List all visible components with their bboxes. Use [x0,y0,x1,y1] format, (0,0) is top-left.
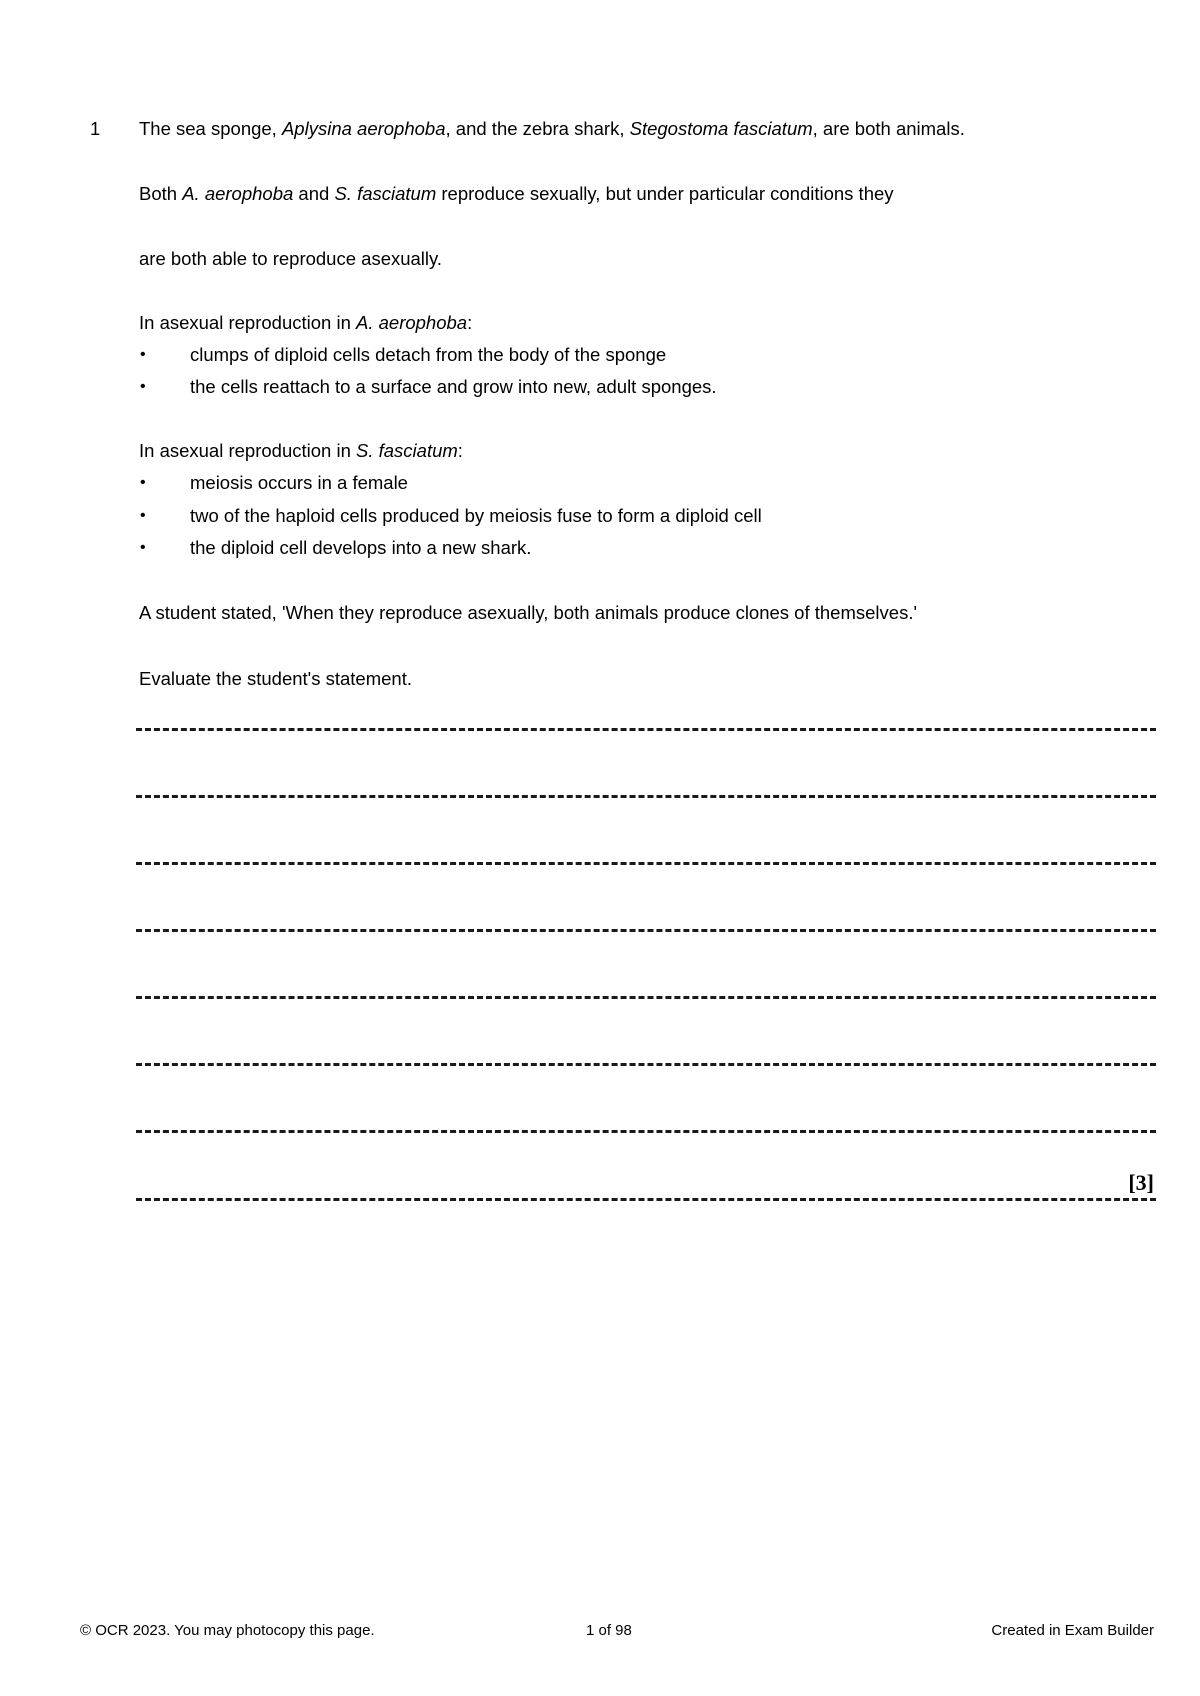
sponge-species-name: Aplysina aerophoba [281,118,446,139]
answer-line-3[interactable] [136,862,1156,865]
footer-created-by: Created in Exam Builder [991,1622,1154,1639]
question-paragraph-2 [139,183,894,205]
sponge-bullet-2: the cells reattach to a surface and grow into new, adult sponges. [190,376,717,397]
shark-bullet-marker-3: • [140,539,146,556]
intro-text-3: , are both animals. [812,118,965,139]
answer-line-1[interactable] [136,728,1156,731]
shark-bullet-2: two of the haploid cells produced by meiosis fuse to form a diploid cell [190,505,762,526]
shark-bullet-1: meiosis occurs in a female [190,472,408,493]
answer-line-7[interactable] [136,1130,1156,1133]
answer-line-2[interactable] [136,795,1156,798]
question-instruction: Evaluate the student's statement. [139,668,412,689]
shark-heading [139,440,463,462]
sponge-heading [139,312,472,334]
answer-line-8[interactable] [136,1198,1156,1201]
answer-line-4[interactable] [136,929,1156,932]
sponge-heading-species: A. aerophoba [356,312,468,333]
footer-copyright: © OCR 2023. You may photocopy this page. [80,1622,375,1639]
para2-shark-name: S. fasciatum [334,183,437,204]
sponge-bullet-marker-2: • [140,378,146,395]
question-paragraph-2-continued: are both able to reproduce asexually. [139,248,443,269]
para2-sponge-name: A. aerophoba [182,183,294,204]
shark-bullet-3: the diploid cell develops into a new shark. [190,537,532,558]
para2-text-3: reproduce sexually, but under particular conditions they [436,183,894,204]
student-statement: A student stated, 'When they reproduce asexually, both animals produce clones of themselves.' [139,602,917,623]
question-intro [139,118,965,140]
sponge-bullet-1: clumps of diploid cells detach from the body of the sponge [190,344,667,365]
answer-line-5[interactable] [136,996,1156,999]
para2-text-1: Both [139,183,183,204]
shark-heading-species: S. fasciatum [356,440,458,461]
sponge-heading-colon: : [467,312,473,333]
footer-page-number: 1 of 98 [586,1622,632,1639]
question-number: 1 [90,118,101,139]
shark-bullet-marker-2: • [140,507,146,524]
marks-indicator: [3] [1128,1170,1154,1195]
shark-bullet-marker-1: • [140,474,146,491]
intro-text-1: The sea sponge, [139,118,282,139]
answer-line-6[interactable] [136,1063,1156,1066]
shark-species-name: Stegostoma fasciatum [629,118,813,139]
sponge-heading-text: In asexual reproduction in [139,312,356,333]
sponge-bullet-marker-1: • [140,346,146,363]
para2-text-2: and [293,183,335,204]
shark-heading-text: In asexual reproduction in [139,440,356,461]
intro-text-2: , and the zebra shark, [445,118,630,139]
shark-heading-colon: : [457,440,463,461]
